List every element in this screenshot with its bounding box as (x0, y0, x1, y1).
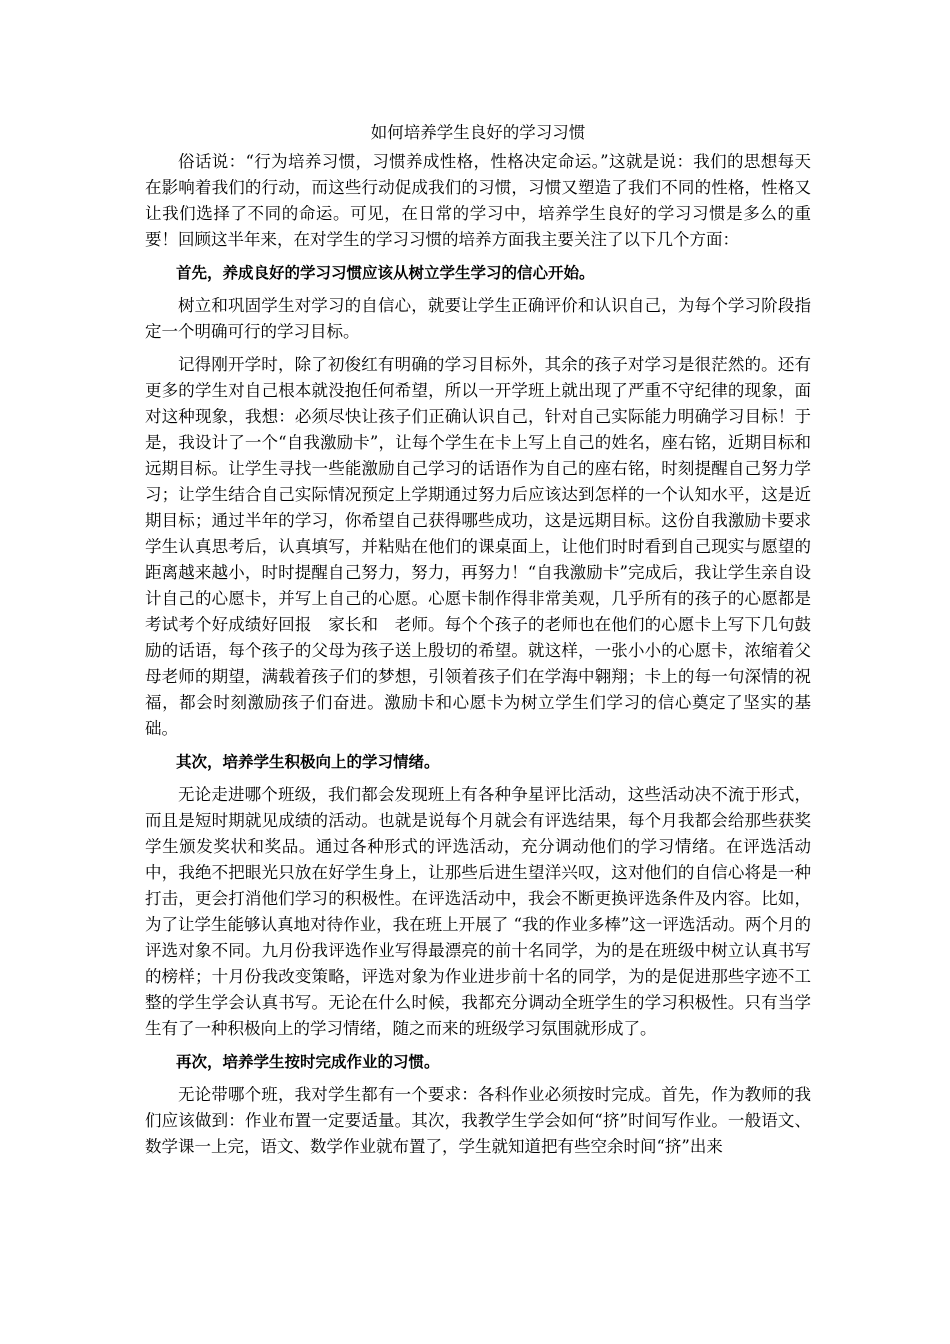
section-heading-confidence: 首先，养成良好的学习习惯应该从树立学生学习的信心开始。 (176, 264, 595, 282)
section-heading-emotion: 其次，培养学生积极向上的学习情绪。 (176, 753, 440, 771)
body-paragraph: 树立和巩固学生对学习的自信心，就要让学生正确评价和认识自己，为每个学习阶段指定一个明确可行的学习目标。 (145, 296, 811, 341)
body-paragraph: 记得刚开学时，除了初俊红有明确的学习目标外，其余的孩子对学习是很茫然的。还有更多的学生对自己根本就没抱任何希望，所以一开学班上就出现了严重不守纪律的现象，面对这种现象，我想：必须尽快让孩子们正确认识自己，针对自己实际能力明确学习目标！于是，我设计了一个“自我激励卡”，让每个学生在卡上写上自己的姓名，座右铭，近期目标和远期目标。让学生寻找一些能激励自己学习的话语作为自己的座右铭，时刻提醒自己努力学习；让学生结合自己实际情况预定上学期通过努力后应该达到怎样的一个认知水平，这是近期目标；通过半年的学习，你希望自己获得哪些成功，这是远期目标。这份自我激励卡要求学生认真思考后，认真填写，并粘贴在他们的课桌面上，让他们时时看到自己现实与愿望的距离越来越小，时时提醒自己努力，努力，再努力！“自我激励卡”完成后，我让学生亲自设计自己的心愿卡，并写上自己的心愿。心愿卡制作得非常美观，几乎所有的孩子的心愿都是考试考个好成绩好回报 家长和 老师。每个个孩子的老师也在他们的心愿卡上写下几句鼓励的话语，每个孩子的父母为孩子送上殷切的希望。就这样，一张小小的心愿卡，浓缩着父母老师的期望，满载着孩子们的梦想，引领着孩子们在学海中翱翔；卡上的每一句深情的祝福，都会时刻激励孩子们奋进。激励卡和心愿卡为树立学生们学习的信心奠定了坚实的基础。 (145, 355, 811, 738)
document-title: 如何培养学生良好的学习习惯 (370, 123, 586, 142)
section-heading-homework: 再次，培养学生按时完成作业的习惯。 (176, 1053, 440, 1071)
body-paragraph: 无论走进哪个班级，我们都会发现班上有各种争星评比活动，这些活动决不流于形式，而且是短时期就见成绩的活动。也就是说每个月就会有评选结果，每个月我都会给那些获奖学生颁发奖状和奖品。通过各种形式的评选活动，充分调动他们的学习情绪。在评选活动中，我绝不把眼光只放在好学生身上，让那些后进生望洋兴叹，这对他们的自信心将是一种打击，更会打消他们学习的积极性。在评选活动中，我会不断更换评选条件及内容。比如，为了让学生能够认真地对待作业，我在班上开展了 “我的作业多棒”这一评选活动。两个月的评选对象不同。九月份我评选作业写得最漂亮的前十名同学，为的是在班级中树立认真书写的榜样；十月份我改变策略，评选对象为作业进步前十名的同学，为的是促进那些字迹不工整的学生学会认真书写。无论在什么时候，我都充分调动全班学生的学习积极性。只有当学生有了一种积极向上的学习情绪，随之而来的班级学习氛围就形成了。 (145, 785, 811, 1038)
document-page (145, 120, 811, 1167)
intro-paragraph: 俗话说：“行为培养习惯，习惯养成性格，性格决定命运。”这就是说：我们的思想每天在影响着我们的行动，而这些行动促成我们的习惯，习惯又塑造了我们不同的性格，性格又让我们选择了不同的命运。可见，在日常的学习中，培养学生良好的学习习惯是多么的重要！回顾这半年来，在对学生的学习习惯的培养方面我主要关注了以下几个方面： (145, 152, 811, 249)
body-paragraph: 无论带哪个班，我对学生都有一个要求：各科作业必须按时完成。首先，作为教师的我们应该做到：作业布置一定要适量。其次，我教学生学会如何“挤”时间写作业。一般语文、数学课一上完，语文、数学作业就布置了，学生就知道把有些空余时间“挤”出来 (145, 1085, 811, 1156)
